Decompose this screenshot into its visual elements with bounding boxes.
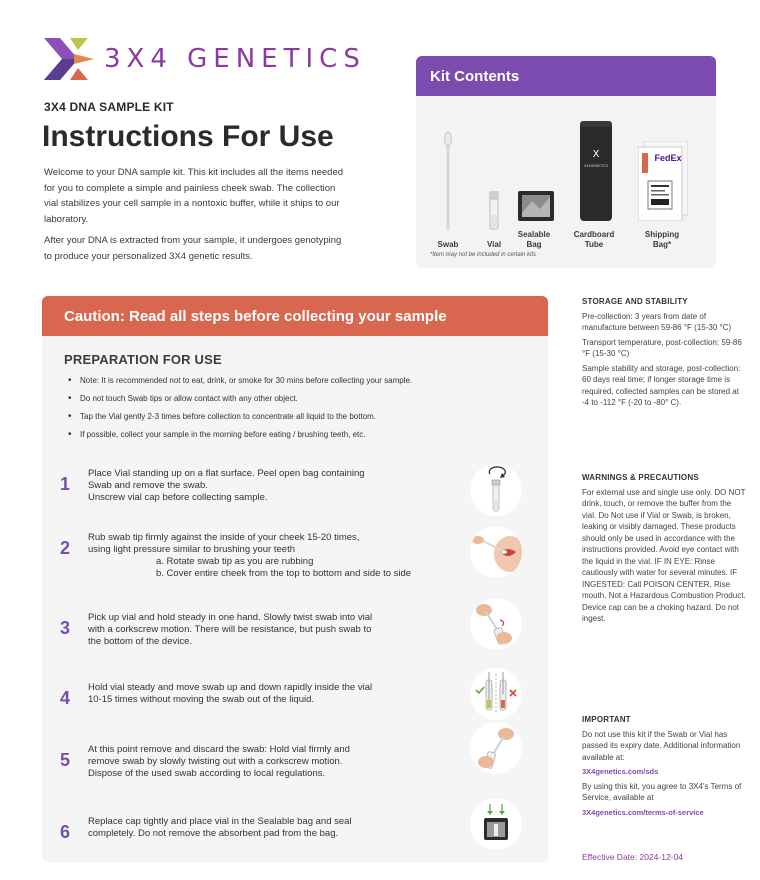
cardboard-tube-icon xyxy=(578,121,614,221)
step-subline: a. Rotate swab tip as you are rubbing xyxy=(156,556,314,567)
step-line: Rub swab tip firmly against the inside of your cheek 15-20 times, xyxy=(88,532,360,543)
warnings-text: For external use and single use only. DO NOT drink, touch, or remove the buffer from the vial. Do Not use if Vial or Swab, is broken, leaking or visibly damaged. These products should only be used in accordance with the instructions provided. Avoid eye contact with the liquid in the vial. IF IN EYE: Rinse cautiously with water for several minutes. IF INGESTED: Call POISON CENTER. Rise mouth. Not a Hazardous Combustion Product. Device cap can be a choking hazard. Do not ingest. xyxy=(582,487,746,623)
step-1-illustration xyxy=(470,464,522,516)
step-number: 2 xyxy=(60,538,71,558)
brand-name: 3X4 GENETICS xyxy=(104,44,366,74)
kit-item-swab xyxy=(426,131,470,250)
step-line: the bottom of the device. xyxy=(88,636,193,647)
page-title: Instructions For Use xyxy=(42,120,334,153)
list-item: • If possible, collect your sample in the morning before eating / brushing teeth, etc. xyxy=(68,430,538,440)
step-number: 6 xyxy=(60,822,71,842)
step-line: using light pressure similar to brushing your teeth xyxy=(88,544,295,555)
step-text xyxy=(88,612,458,648)
twist-swab-icon xyxy=(470,598,522,650)
caution-label: Caution: xyxy=(64,308,125,325)
storage-text: Pre-collection: 3 years from date of manufacture between 59-86 °F (15-30 °C) xyxy=(582,311,732,332)
list-item: • Note: It is recommended not to eat, drink, or smoke for 30 mins before collecting your sample. xyxy=(68,376,538,386)
sds-link[interactable]: 3X4genetics.com/sds xyxy=(582,767,659,776)
preparation-list xyxy=(68,376,538,448)
important-title: IMPORTANT xyxy=(582,715,631,724)
storage-text: Sample stability and storage, post-collection: 60 days real time; if longer storage time is required, collected samples can be stored at -4 to -112 °F (-20 to -80° C). xyxy=(582,363,741,407)
tube-logo-mark: X xyxy=(592,149,600,160)
step-3-illustration xyxy=(470,598,522,650)
step-text xyxy=(88,816,458,840)
list-item: • Do not touch Swab tips or allow contact with any other object. xyxy=(68,394,538,404)
kit-items xyxy=(416,100,716,250)
step-number: 1 xyxy=(60,474,71,494)
step-line: At this point remove and discard the swab: Hold vial firmly and xyxy=(88,744,350,755)
swab-motion-icon xyxy=(470,668,522,720)
kit-item-cardboard-tube xyxy=(573,121,616,250)
step-line: Pick up vial and hold steady in one hand. Slowly twist swab into vial xyxy=(88,612,373,623)
step-line: Replace cap tightly and place vial in the Sealable bag and seal xyxy=(88,816,352,827)
kit-footnote: *Item may not be included in certain kits xyxy=(430,252,537,258)
important-text: Do not use this kit if the Swab or Vial has passed its expiry date. Additional information available at: xyxy=(582,729,741,762)
intro-text xyxy=(44,165,344,264)
caution-text: Read all steps before collecting your sample xyxy=(124,308,447,325)
kit-contents-title: Kit Contents xyxy=(416,56,716,96)
sealable-bag-icon xyxy=(518,191,554,221)
step-number: 5 xyxy=(60,750,71,770)
important-section xyxy=(582,714,747,821)
kit-item-label: Vial xyxy=(486,240,502,249)
step-number: 3 xyxy=(60,618,71,638)
step-text xyxy=(88,532,458,580)
kit-item-shipping-bag xyxy=(638,141,688,250)
fedex-logo: FedEx xyxy=(654,153,682,163)
step-line: Unscrew vial cap before collecting sample. xyxy=(88,492,268,503)
preparation-title: PREPARATION FOR USE xyxy=(64,352,222,367)
step-subline: b. Cover entire cheek from the top to bottom and side to side xyxy=(156,568,412,579)
terms-link[interactable]: 3X4genetics.com/terms-of-service xyxy=(582,807,704,817)
caution-banner xyxy=(42,296,548,336)
kit-label: 3X4 DNA SAMPLE KIT xyxy=(44,100,174,114)
storage-text: Transport temperature, post-collection: 59-86 °F (15-30 °C) xyxy=(582,337,742,358)
shipping-bag-icon xyxy=(638,141,688,221)
swab-icon xyxy=(441,131,455,231)
vial-unscrew-icon xyxy=(470,464,522,516)
cheek-swab-icon xyxy=(470,526,522,578)
step-number: 4 xyxy=(60,688,71,708)
kit-item-label: Cardboard Tube xyxy=(573,230,615,249)
step-2-illustration xyxy=(470,526,522,578)
step-text xyxy=(88,468,458,504)
kit-item-label: Shipping Bag* xyxy=(644,230,680,249)
step-line: Place Vial standing up on a flat surface. Peel open bag containing xyxy=(88,468,365,479)
step-line: remove swab by slowly twisting out with a corkscrew motion. xyxy=(88,756,343,767)
step-6-illustration xyxy=(470,798,522,850)
step-5-illustration xyxy=(470,722,522,774)
step-line: 10-15 times without moving the swab out of the liquid. xyxy=(88,694,315,705)
intro-paragraph-1: Welcome to your DNA sample kit. This kit includes all the items needed for you to complete a simple and painless cheek swab. The collection vial stabilizes your cell sample in a nontoxic buffer, while it ships to our laboratory. xyxy=(44,167,344,225)
step-text xyxy=(88,744,458,780)
step-text xyxy=(88,682,458,706)
tube-logo-text: 3X4GENETICS xyxy=(583,164,609,168)
step-line: with a corkscrew motion. There will be resistance, but push swab to xyxy=(88,624,372,635)
list-item: • Tap the Vial gently 2-3 times before collection to concentrate all liquid to the bottom. xyxy=(68,412,538,422)
kit-item-sealable-bag xyxy=(516,191,556,250)
intro-paragraph-2: After your DNA is extracted from your sample, it undergoes genotyping to produce your personalized 3X4 genetic results. xyxy=(44,235,342,262)
logo-x-icon xyxy=(44,38,94,80)
storage-section xyxy=(582,296,747,412)
step-line: Dispose of the used swab according to local regulations. xyxy=(88,768,326,779)
remove-swab-icon xyxy=(470,722,522,774)
warnings-section xyxy=(582,472,747,628)
step-line: Swab and remove the swab. xyxy=(88,480,208,491)
bag-seal-icon xyxy=(470,798,522,850)
kit-contents-card xyxy=(416,56,716,268)
brand-logo xyxy=(44,38,366,80)
vial-icon xyxy=(485,191,503,231)
step-line: completely. Do not remove the absorbent pad from the bag. xyxy=(88,828,339,839)
instructions-panel xyxy=(42,296,548,862)
kit-item-vial xyxy=(472,191,516,250)
kit-item-label: Swab xyxy=(437,240,459,249)
kit-item-label: Sealable Bag xyxy=(517,230,551,249)
warnings-title: WARNINGS & PRECAUTIONS xyxy=(582,473,699,482)
step-4-illustration xyxy=(470,668,522,720)
important-text: By using this kit, you agree to 3X4's Terms of Service, available at xyxy=(582,781,742,802)
step-line: Hold vial steady and move swab up and down rapidly inside the vial xyxy=(88,682,373,693)
effective-date: Effective Date: 2024-12-04 xyxy=(582,852,683,862)
storage-title: STORAGE AND STABILITY xyxy=(582,297,688,306)
